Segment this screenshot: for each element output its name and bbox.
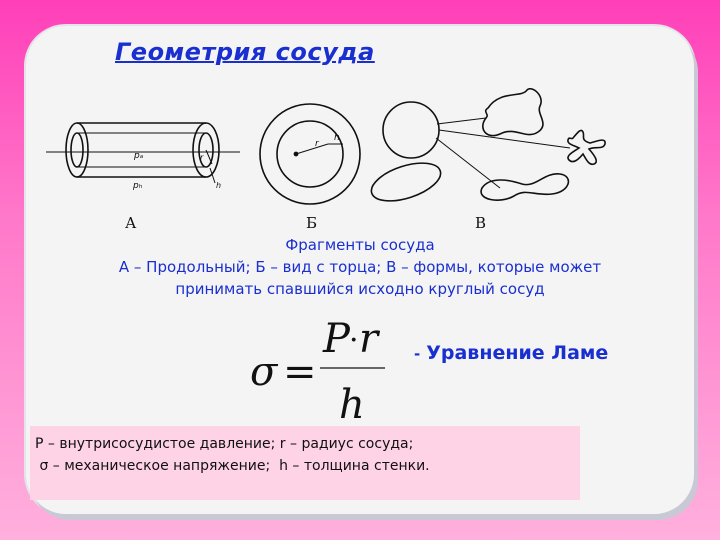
fragment-b-label: Б [306,214,318,232]
formula-equals: = [283,349,317,395]
cylinder-pa-label: pₐ [134,151,144,161]
symbol-legend [30,426,580,500]
slide-title: Геометрия сосуда [115,38,375,66]
formula-dot: · [349,323,359,358]
vessel-figure [30,88,670,238]
lame-formula [245,305,395,425]
cylinder-ph-label: pₕ [133,181,143,191]
formula-sigma: σ [250,349,278,395]
collapsed-shapes-diagram [367,89,605,209]
figure-caption-line-2: А – Продольный; Б – вид с торца; В – формы, которые может [118,258,602,276]
lame-dash: - [414,345,421,363]
fragment-c-label: В [475,214,487,232]
cylinder-h-label: h [216,181,222,190]
legend-line-2: σ – механическое напряжение; h – толщина стенки. [35,458,430,474]
fragment-a-label: А [125,214,137,232]
lame-equation-label [414,342,608,364]
cylinder-r-label: r [200,153,204,162]
figure-caption-text [40,256,680,300]
figure-caption-line-3: принимать спавшийся исходно круглый сосуд [175,280,545,298]
legend-line-1: P – внутрисосудистое давление; r – радиус сосуда; [35,436,414,452]
formula-numerator-p: P [323,316,350,362]
end-view-diagram [260,104,360,204]
formula-denominator: h [339,382,365,425]
end-view-r-label: r [315,139,319,149]
figure-caption-title: Фрагменты сосуда [285,236,435,254]
lame-label-text: Уравнение Ламе [426,342,609,364]
formula-numerator-r: r [359,316,379,362]
end-view-h-label: h [334,133,340,143]
